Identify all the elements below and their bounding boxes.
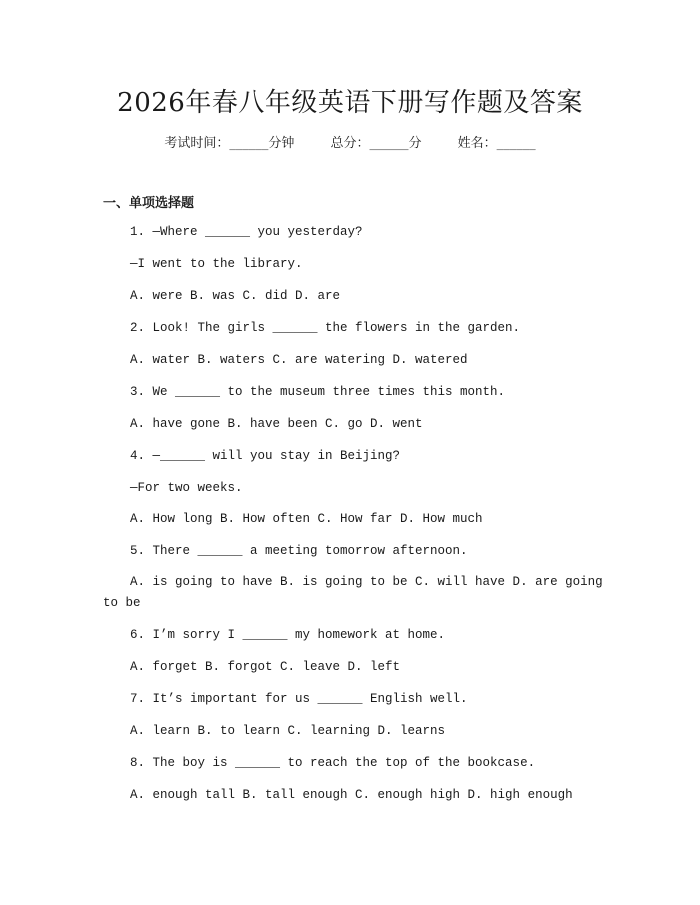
question-3-options: A. have gone B. have been C. go D. went [130, 417, 423, 431]
exam-time-field: 考试时间：______分钟 [164, 136, 295, 151]
question-2: 2. Look! The girls ______ the flowers in the garden. [130, 321, 521, 335]
question-4: 4. —______ will you stay in Beijing? [130, 449, 401, 463]
question-2-options: A. water B. waters C. are watering D. watered [130, 353, 468, 367]
question-1-response: —I went to the library. [130, 257, 303, 271]
question-6-options: A. forget B. forgot C. leave D. left [130, 660, 401, 674]
question-5-options: A. is going to have B. is going to be C. will have D. are going to be [103, 575, 603, 610]
question-1: 1. —Where ______ you yesterday? [130, 225, 363, 239]
question-6: 6. I’m sorry I ______ my homework at home. [130, 628, 446, 642]
question-3: 3. We ______ to the museum three times this month. [130, 385, 506, 399]
exam-info [0, 132, 700, 151]
question-8-options: A. enough tall B. tall enough C. enough high D. high enough [130, 788, 573, 802]
document-title: 2026年春八年级英语下册写作题及答案 [117, 88, 583, 118]
question-8: 8. The boy is ______ to reach the top of the bookcase. [130, 756, 536, 770]
total-score-field: 总分：______分 [330, 136, 422, 151]
student-name-field: 姓名：______ [457, 136, 536, 151]
question-5: 5. There ______ a meeting tomorrow afternoon. [130, 544, 468, 558]
question-4-response: —For two weeks. [130, 481, 243, 495]
question-4-options: A. How long B. How often C. How far D. How much [130, 512, 483, 526]
section-heading: 一、单项选择题 [103, 196, 195, 211]
question-7: 7. It’s important for us ______ English well. [130, 692, 468, 706]
question-1-options: A. were B. was C. did D. are [130, 289, 341, 303]
question-7-options: A. learn B. to learn C. learning D. learns [130, 724, 446, 738]
